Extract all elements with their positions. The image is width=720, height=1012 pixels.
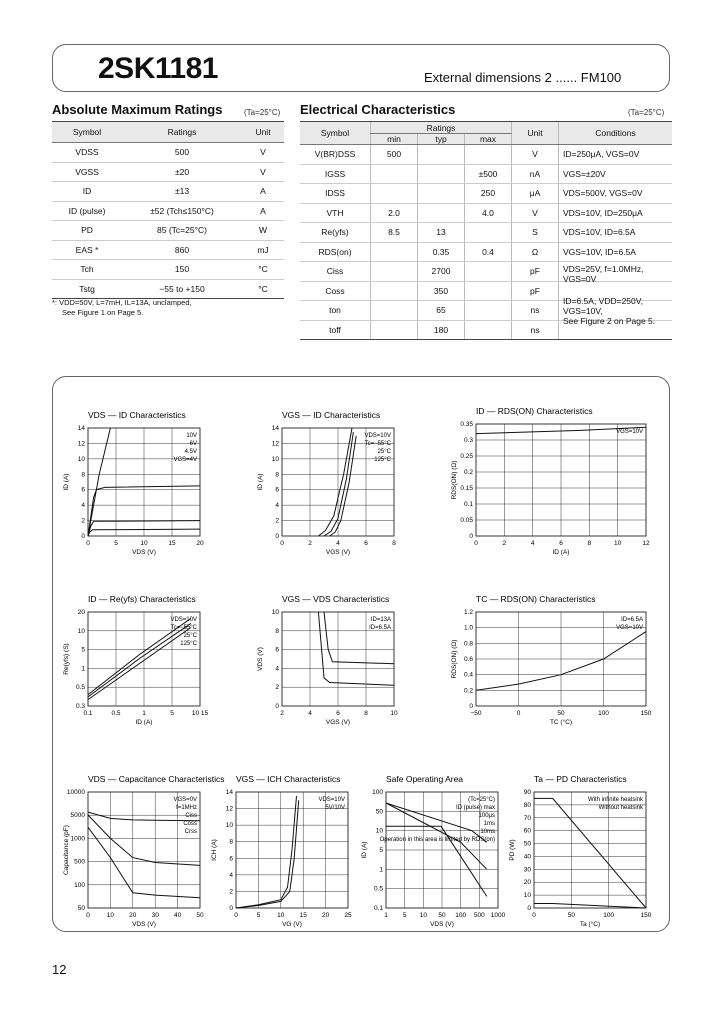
chart-annotation: ID=13A	[370, 617, 391, 623]
elec-sym: RDS(on)	[300, 242, 371, 262]
chart-annotation: 10V	[186, 433, 197, 439]
y-tick-label: 0	[275, 533, 279, 540]
x-tick-label: 0	[280, 540, 284, 547]
elec-cond: ID=250μA, VGS=0V	[559, 145, 673, 165]
x-tick-label: 2	[502, 540, 507, 547]
abs-unit: V	[242, 143, 284, 163]
x-tick-label: 10 15	[191, 710, 209, 717]
x-tick-label: 2	[280, 710, 284, 717]
chart-annotation: VGS=10V	[616, 429, 643, 435]
chart-annotation: 6V	[189, 441, 197, 447]
abs-rating: ±13	[122, 182, 242, 202]
y-tick-label: 10	[271, 609, 279, 616]
sw-cond-2: VGS=10V,	[563, 306, 603, 316]
x-tick-label: 50	[557, 710, 565, 717]
y-tick-label: 4	[275, 502, 279, 510]
chart-annotation: 25°C	[183, 633, 197, 639]
chart-annotation: VDS=10V	[170, 617, 197, 623]
x-axis-label: ID (A)	[135, 719, 153, 726]
abs-symbol: PD	[52, 221, 122, 241]
y-tick-label: 20	[523, 879, 531, 887]
y-tick-label: 1.2	[463, 609, 473, 616]
x-tick-label: 0	[474, 540, 478, 547]
abs-unit: A	[242, 182, 284, 202]
x-tick-label: 10	[390, 710, 398, 717]
y-tick-label: 0.15	[460, 485, 473, 492]
chart-title: Ta — PD Characteristics	[534, 774, 627, 784]
y-tick-label: 100	[372, 789, 383, 796]
y-tick-label: 80	[523, 801, 531, 809]
y-tick-label: 2	[275, 517, 279, 525]
y-tick-label: 50	[375, 808, 383, 816]
elec-title: Electrical Characteristics	[300, 102, 456, 117]
x-tick-label: 100	[603, 912, 615, 919]
y-tick-label: 12	[271, 440, 279, 448]
chart-title: ID — Re(yfs) Characteristics	[88, 594, 196, 604]
page-number: 12	[52, 962, 67, 977]
y-tick-label: 0	[469, 703, 473, 710]
chart-annotation: 1ms	[483, 821, 495, 827]
y-axis-label: RDS(ON) (Ω)	[451, 639, 458, 679]
y-tick-label: 14	[77, 425, 85, 432]
chart-1	[257, 410, 396, 556]
elec-cond: VDS=10V, ID=250μA	[559, 203, 673, 223]
y-tick-label: 10	[225, 822, 233, 830]
abs-col-ratings: Ratings	[122, 122, 242, 143]
x-tick-label: 20	[196, 540, 204, 547]
cap-cond-1: VDS=25V, f=1.0MHz,	[563, 264, 644, 274]
y-axis-label: Capacitance (pF)	[63, 825, 70, 875]
abs-conditions: (Ta=25°C)	[244, 108, 281, 117]
y-tick-label: 8	[275, 471, 279, 479]
chart-annotation: 10ms	[480, 829, 495, 835]
abs-symbol: ID (pulse)	[52, 201, 122, 221]
x-tick-label: 0	[234, 912, 238, 919]
chart-4	[257, 594, 398, 726]
chart-title: TC — RDS(ON) Characteristics	[476, 594, 596, 604]
abs-rating: 150	[122, 260, 242, 280]
y-tick-label: 50	[77, 905, 85, 912]
x-tick-label: 8	[587, 540, 592, 547]
chart-annotation: VDS=10V	[364, 433, 391, 439]
elec-cond: VDS=500V, VGS=0V	[559, 184, 673, 204]
series-line-10V	[88, 428, 110, 536]
abs-symbol: Tch	[52, 260, 122, 280]
elec-sym: V(BR)DSS	[300, 145, 371, 165]
x-tick-label: 8	[392, 540, 396, 547]
chart-7	[211, 774, 352, 928]
x-tick-label: 8	[364, 710, 368, 717]
y-tick-label: 4	[275, 665, 279, 673]
elec-sym: IDSS	[300, 184, 371, 204]
y-tick-label: 0.2	[463, 687, 473, 695]
part-number: 2SK1181	[98, 52, 218, 85]
chart-title: VGS — ID Characteristics	[282, 410, 381, 420]
series-line-Crss	[88, 827, 200, 898]
x-axis-label: VDS (V)	[132, 549, 156, 556]
elec-unit: pF	[512, 281, 559, 301]
y-tick-label: 20	[77, 609, 85, 616]
x-tick-label: 0	[516, 710, 521, 717]
y-tick-label: 14	[225, 789, 233, 796]
abs-note-line1: *: VDD=50V, L=7mH, IL=13A, unclamped,	[52, 298, 192, 307]
y-tick-label: 2	[81, 517, 85, 525]
x-tick-label: 10	[140, 540, 148, 547]
abs-unit: mJ	[242, 240, 284, 260]
elec-typ: 180	[418, 320, 465, 340]
chart-title: VDS — Capacitance Characteristics	[88, 774, 225, 784]
series-line-125	[88, 628, 191, 700]
y-tick-label: 8	[229, 838, 233, 846]
elec-unit: Ω	[512, 242, 559, 262]
y-tick-label: 0.1	[373, 905, 383, 912]
y-tick-label: 500	[74, 858, 85, 866]
chart-title: VGS — VDS Characteristics	[282, 594, 390, 604]
chart-9	[509, 774, 652, 928]
y-tick-label: 6	[275, 646, 279, 654]
x-tick-label: 6	[336, 710, 340, 717]
y-tick-label: 0.2	[463, 469, 473, 476]
y-tick-label: 0.35	[460, 421, 473, 428]
sw-cond-1: ID=6.5A, VDD=250V,	[563, 296, 644, 306]
y-tick-label: 10	[77, 455, 85, 463]
x-tick-label: 40	[173, 912, 182, 919]
abs-rating: 85 (Tc=25°C)	[122, 221, 242, 241]
x-tick-label: 0.5	[111, 710, 121, 717]
elec-unit: V	[512, 203, 559, 223]
y-axis-label: ID (A)	[257, 473, 264, 491]
y-axis-label: ICH (A)	[211, 839, 218, 861]
y-tick-label: 5	[81, 646, 85, 654]
y-tick-label: 1	[379, 866, 383, 874]
abs-rating: 500	[122, 143, 242, 163]
abs-unit: V	[242, 162, 284, 182]
elec-sym: toff	[300, 320, 371, 340]
y-tick-label: 0	[229, 905, 233, 912]
y-tick-label: 6	[81, 486, 85, 494]
x-tick-label: 50	[567, 912, 575, 919]
y-tick-label: 5	[379, 847, 383, 854]
y-tick-label: 1.0	[463, 624, 473, 632]
chart-8	[361, 774, 506, 928]
elec-unit: S	[512, 223, 559, 243]
elec-sym: VTH	[300, 203, 371, 223]
chart-annotation: ID=6.5A	[621, 617, 643, 623]
chart-annotation: ID=6.5A	[369, 625, 391, 631]
series-line-a	[236, 800, 299, 908]
y-axis-label: VDS (V)	[257, 647, 264, 671]
abs-col-unit: Unit	[242, 122, 284, 143]
elec-col-conditions: Conditions	[559, 122, 673, 145]
abs-rating: ±20	[122, 162, 242, 182]
abs-note-line2: See Figure 1 on Page 5.	[62, 308, 144, 317]
chart-annotation: Without heatsink	[598, 805, 643, 811]
x-tick-label: 10	[614, 540, 622, 547]
abs-symbol: EAS *	[52, 240, 122, 260]
y-tick-label: 8	[81, 471, 85, 479]
chart-annotation: Coss	[183, 821, 197, 827]
chart-annotation: 125°C	[374, 457, 391, 463]
elec-col-typ: typ	[418, 134, 465, 145]
elec-typ: 65	[418, 301, 465, 321]
y-tick-label: 6	[275, 486, 279, 494]
abs-unit: A	[242, 201, 284, 221]
y-tick-label: 10	[523, 892, 531, 900]
y-tick-label: 8	[275, 627, 279, 635]
series-line--55	[330, 436, 357, 536]
y-tick-label: 0	[527, 905, 531, 912]
x-axis-label: ID (A)	[552, 549, 570, 556]
abs-symbol: Tstg	[52, 279, 122, 299]
abs-rating: −55 to +150	[122, 279, 242, 299]
y-tick-label: 2	[275, 684, 279, 692]
y-tick-label: 0.4	[463, 671, 473, 679]
y-axis-label: Re(yfs) (S)	[63, 643, 70, 675]
abs-col-symbol: Symbol	[52, 122, 122, 143]
chart-annotation: 5V/10V	[325, 805, 345, 811]
x-axis-label: VG (V)	[282, 921, 302, 928]
chart-annotation: 25°C	[377, 449, 391, 455]
chart-annotation: Tc=−55°C	[170, 625, 197, 631]
elec-col-ratings: Ratings	[371, 122, 512, 134]
y-tick-label: 4	[229, 871, 233, 879]
y-tick-label: 60	[523, 827, 531, 835]
y-tick-label: 1	[81, 665, 85, 673]
y-tick-label: 0.5	[373, 885, 383, 893]
series-line-Ciss	[88, 812, 200, 821]
elec-col-symbol: Symbol	[300, 122, 371, 145]
x-tick-label: 0	[86, 540, 90, 547]
x-tick-label: 5	[402, 912, 407, 919]
chart-annotation: Ciss	[185, 813, 197, 819]
x-axis-label: VDS (V)	[430, 921, 454, 928]
y-tick-label: 90	[523, 789, 531, 796]
elec-sym: Coss	[300, 281, 371, 301]
x-tick-label: 15	[299, 912, 307, 919]
chart-2	[451, 406, 650, 556]
y-tick-label: 10	[375, 827, 383, 835]
abs-unit: °C	[242, 279, 284, 299]
abs-title: Absolute Maximum Ratings	[52, 102, 223, 117]
y-tick-label: 12	[225, 805, 233, 813]
x-axis-label: TC (°C)	[549, 719, 573, 726]
elec-unit: nA	[512, 164, 559, 184]
chart-annotation: (Tc=25°C)	[468, 797, 495, 803]
abs-rating: 860	[122, 240, 242, 260]
elec-cond: VDS=10V, ID=6.5A	[559, 223, 673, 243]
elec-sym: IGSS	[300, 164, 371, 184]
y-tick-label: 0.1	[463, 501, 473, 508]
y-tick-label: 100	[74, 881, 85, 889]
x-tick-label: 5	[170, 710, 174, 717]
x-tick-label: 2	[308, 540, 312, 547]
elec-unit: pF	[512, 262, 559, 282]
abs-unit: W	[242, 221, 284, 241]
x-axis-label: Ta (°C)	[579, 921, 601, 928]
elec-typ: 13	[418, 223, 465, 243]
elec-min: 500	[371, 145, 418, 165]
sw-cond-3: See Figure 2 on Page 5.	[563, 316, 656, 326]
chart-annotation: VGS=0V	[173, 797, 197, 803]
x-tick-label: 10	[106, 912, 115, 919]
abs-rating: ±52 (Tch≤150°C)	[122, 201, 242, 221]
chart-title: ID — RDS(ON) Characteristics	[476, 406, 593, 416]
x-tick-label: 100	[598, 710, 609, 717]
abs-symbol: VDSS	[52, 143, 122, 163]
chart-annotation: 100μs	[478, 813, 495, 819]
y-tick-label: 0.3	[463, 437, 473, 444]
elec-col-unit: Unit	[512, 122, 559, 145]
y-axis-label: ID (A)	[361, 841, 368, 859]
chart-annotation: 125°C	[180, 641, 197, 647]
y-tick-label: 40	[523, 853, 531, 861]
elec-typ: 0.35	[418, 242, 465, 262]
elec-sym: Re(yfs)	[300, 223, 371, 243]
y-tick-label: 6	[229, 855, 233, 863]
elec-unit: ns	[512, 301, 559, 321]
elec-max: 250	[465, 184, 512, 204]
elec-cond: VGS=10V, ID=6.5A	[559, 242, 673, 262]
x-tick-label: 1000	[490, 912, 506, 919]
chart-annotation: VGS=10V	[616, 625, 643, 631]
y-tick-label: 5000	[70, 812, 85, 820]
x-tick-label: 0	[86, 912, 90, 919]
y-tick-label: 0.8	[463, 640, 473, 648]
y-tick-label: 2	[229, 888, 233, 896]
elec-typ: 350	[418, 281, 465, 301]
elec-sym: Ciss	[300, 262, 371, 282]
chart-annotation: With infinite heatsink	[587, 797, 643, 803]
x-tick-label: 0	[532, 912, 536, 919]
x-axis-label: VGS (V)	[325, 549, 351, 556]
y-tick-label: 10	[77, 627, 85, 635]
y-tick-label: 1000	[70, 835, 85, 843]
y-tick-label: 4	[81, 502, 85, 510]
chart-annotation: f=1MHz	[176, 805, 197, 811]
chart-annotation: Tc=−55°C	[364, 441, 391, 447]
elec-col-min: min	[371, 134, 418, 145]
y-axis-label: PD (W)	[509, 839, 516, 861]
y-tick-label: 0.3	[75, 703, 85, 710]
abs-symbol: VGSS	[52, 162, 122, 182]
elec-unit: μA	[512, 184, 559, 204]
chart-title: Safe Operating Area	[386, 774, 464, 784]
x-tick-label: 5	[114, 540, 118, 547]
chart-3	[63, 594, 209, 726]
x-tick-label: 20	[321, 912, 330, 919]
x-tick-label: 10	[419, 912, 427, 919]
series-line-none	[534, 904, 646, 909]
x-tick-label: 4	[308, 710, 312, 717]
x-tick-label: 20	[129, 912, 137, 919]
chart-0	[63, 410, 204, 556]
x-tick-label: 150	[640, 710, 652, 717]
y-tick-label: 10000	[66, 789, 85, 796]
elec-sym: ton	[300, 301, 371, 321]
chart-title: VDS — ID Characteristics	[88, 410, 186, 420]
y-axis-label: RDS(ON) (Ω)	[451, 460, 458, 500]
elec-unit: ns	[512, 320, 559, 340]
y-tick-label: 30	[523, 866, 531, 874]
y-axis-label: ID (A)	[63, 473, 70, 491]
x-tick-label: 0.1	[83, 710, 93, 717]
elec-max: 4.0	[465, 203, 512, 223]
elec-unit: V	[512, 145, 559, 165]
chart-title: VGS — ICH Characteristics	[236, 774, 341, 784]
x-tick-label: 150	[640, 912, 652, 919]
elec-min: 2.0	[371, 203, 418, 223]
y-tick-label: 0	[81, 533, 85, 540]
chart-annotation: Crss	[184, 829, 197, 835]
elec-max: ±500	[465, 164, 512, 184]
chart-annotation: 4.5V	[184, 449, 197, 455]
elec-max: 0.4	[465, 242, 512, 262]
y-tick-label: 0	[469, 533, 473, 540]
x-tick-label: 6	[364, 540, 368, 547]
elec-min: 8.5	[371, 223, 418, 243]
series-line-25	[88, 623, 191, 697]
chart-annotation: Operation in this area is limited by RDS(on)	[379, 837, 495, 843]
x-tick-label: 5	[256, 912, 261, 919]
x-axis-label: VGS (V)	[325, 719, 351, 726]
y-tick-label: 0.5	[75, 684, 85, 692]
x-tick-label: 15	[168, 540, 176, 547]
y-tick-label: 12	[77, 440, 85, 448]
x-tick-label: 10	[277, 912, 285, 919]
x-tick-label: 12	[642, 540, 650, 547]
x-tick-label: 4	[530, 540, 535, 547]
x-tick-label: −50	[470, 710, 482, 717]
x-tick-label: 1	[142, 710, 146, 717]
x-tick-label: 4	[336, 540, 340, 547]
y-tick-label: 70	[523, 814, 531, 822]
external-dimensions: External dimensions 2 ...... FM100	[424, 70, 622, 85]
x-tick-label: 6	[559, 540, 563, 547]
y-tick-label: 10	[271, 455, 279, 463]
y-tick-label: 0.6	[463, 656, 473, 663]
y-tick-label: 0.25	[460, 453, 473, 460]
x-tick-label: 1	[384, 912, 388, 919]
cap-cond-2: VGS=0V	[563, 274, 597, 284]
x-tick-label: 50	[438, 912, 446, 919]
y-tick-label: 50	[523, 840, 531, 848]
elec-col-max: max	[465, 134, 512, 145]
abs-unit: °C	[242, 260, 284, 280]
y-tick-label: 0.05	[460, 517, 473, 524]
chart-annotation: ID (pulse) max	[455, 805, 495, 811]
x-tick-label: 50	[196, 912, 204, 919]
x-tick-label: 500	[473, 912, 485, 919]
elec-typ: 2700	[418, 262, 465, 282]
series-line-125	[318, 428, 352, 536]
chart-annotation: VDS=10V	[318, 797, 345, 803]
x-axis-label: VDS (V)	[132, 921, 156, 928]
y-tick-label: 0	[275, 703, 279, 710]
chart-annotation: VGS=4V	[173, 457, 197, 463]
abs-symbol: ID	[52, 182, 122, 202]
x-tick-label: 100	[455, 912, 467, 919]
elec-cond: VGS=±20V	[559, 164, 673, 184]
series-line-inf	[534, 798, 646, 908]
chart-5	[451, 594, 652, 726]
elec-conditions: (Ta=25°C)	[628, 108, 665, 117]
x-tick-label: 30	[151, 912, 159, 919]
x-tick-label: 25	[344, 912, 352, 919]
chart-6	[63, 774, 225, 928]
y-tick-label: 14	[271, 425, 279, 432]
